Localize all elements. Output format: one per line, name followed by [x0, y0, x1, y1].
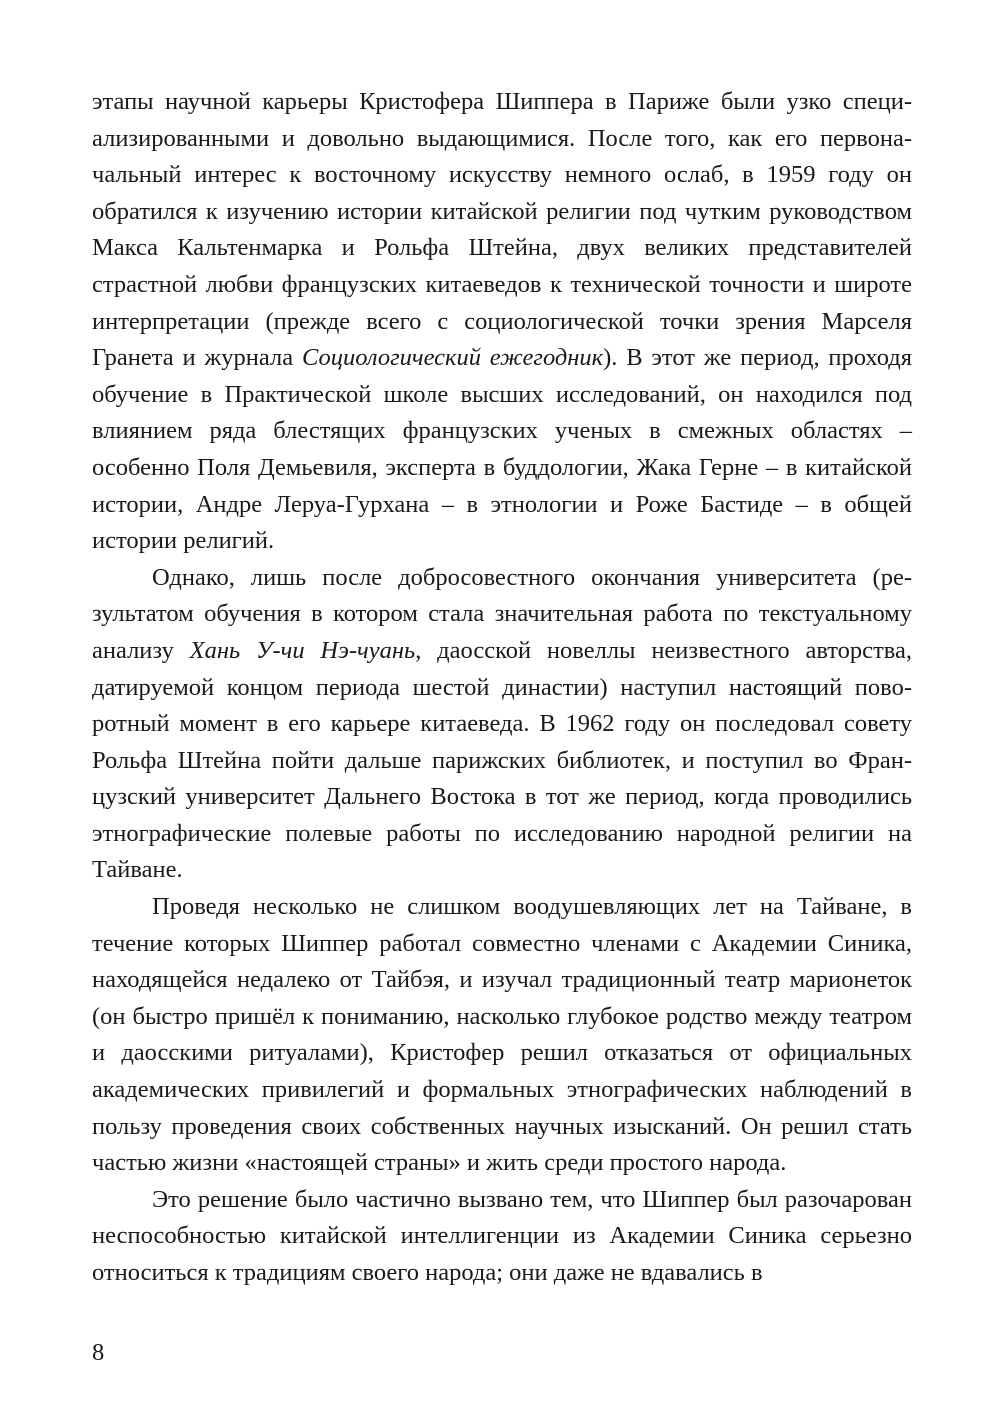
paragraph-1 [92, 84, 912, 560]
paragraph-2-text-a: Однако, лишь после добросовестного окончания университета (результатом обучения в котором стала значительная работа по текстуальному анализу [92, 563, 912, 664]
paragraph-1-text-b: ). В этот же период, проходя обучение в Практической школе высших исследований, он находился под влиянием ряда блестящих французских ученых в смежных областях – особенно Поля Демьевиля, эксперта в буддологии, Жака Герне – в китайской истории, Андре Леруа-Гурхана – в этнологии и Роже Бастиде – в общей истории религий. [92, 344, 912, 555]
paragraph-1-text-a: этапы научной карьеры Кристофера Шиппера в Париже были узко специализированными и довольно выдающимися. После того, как его первоначальный интерес к восточному искусству немного ослаб, в 1959 году он обратился к изучению истории китайской религии под чутким руководством Макса Кальтенмарка и Рольфа Штейна, двух великих представителей страстной любви французских китаеведов к технической точности и широте интерпретации (прежде всего с социологической точки зрения Марселя Гранета и журнала [92, 88, 912, 372]
paragraph-2-text-b: , даосской новеллы неизвестного авторства, датируемой концом периода шестой династии) наступил настоящий поворотный момент в его карьере китаеведа. В 1962 году он последовал совету Рольфа Штейна пойти дальше парижских библиотек, и поступил во Французский университет Дальнего Востока в тот же период, когда проводились этнографические полевые работы по исследованию народной религии на Тайване. [92, 636, 913, 884]
paragraph-4-text: Это решение было частично вызвано тем, что Шиппер был разочарован неспособностью китайской интеллигенции из Академии Синика серьезно относиться к традициям своего народа; они даже не вдавались в [92, 1185, 912, 1286]
paragraph-3-text: Проведя несколько не слишком воодушевляющих лет на Тайване, в течение которых Шиппер работал совместно членами с Академии Синика, находящейся недалеко от Тайбэя, и изучал традиционный театр марионеток (он быстро пришёл к пониманию, насколько глубокое родство между театром и даосскими ритуалами), Кристофер решил отказаться от официальных академических привилегий и формальных этнографических наблюдений в пользу проведения своих собственных научных изысканий. Он решил стать частью жизни «настоящей страны» и жить среди простого народа. [92, 893, 912, 1177]
paragraph-4 [92, 1182, 912, 1292]
journal-title-italic: Социологический ежегодник [301, 344, 604, 372]
paragraph-3 [92, 889, 912, 1182]
page-body [92, 84, 912, 1292]
novel-title-italic: Хань У-чи Нэ-чуань [189, 636, 416, 664]
page-number: 8 [92, 1339, 105, 1366]
paragraph-2 [92, 560, 912, 889]
